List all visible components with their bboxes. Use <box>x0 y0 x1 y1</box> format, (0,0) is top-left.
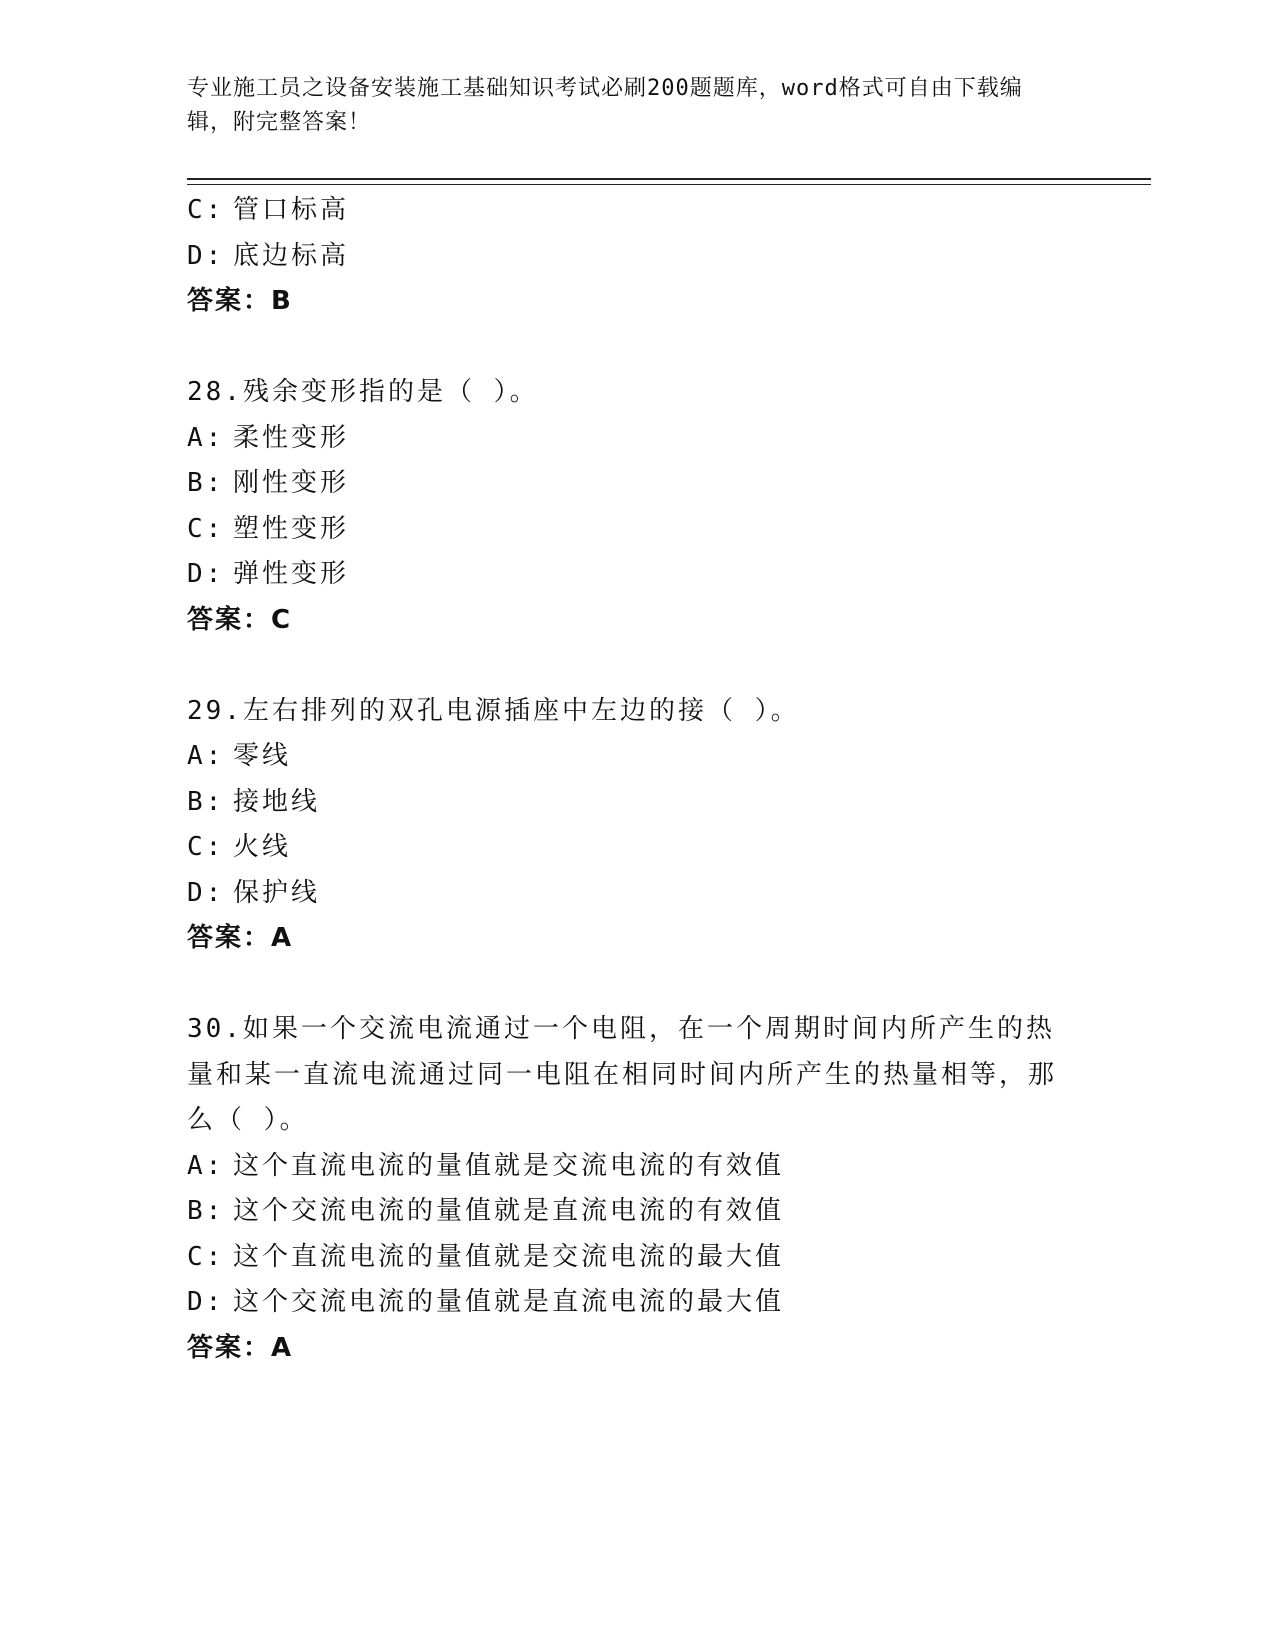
question-stem: 30.如果一个交流电流通过一个电阻，在一个周期时间内所产生的热量和某一直流电流通过同一电阻在相同时间内所产生的热量相等，那么（ ）。 <box>187 1014 1058 1135</box>
answer: 答案：C <box>187 604 293 635</box>
question-stem: 28.残余变形指的是（ ）。 <box>187 377 539 407</box>
question-28 <box>187 370 1087 643</box>
header-divider <box>187 178 1151 185</box>
option-d: D: 弹性变形 <box>187 559 350 589</box>
option-b: B: 接地线 <box>187 786 321 817</box>
option-d: D: 这个交流电流的量值就是直流电流的最大值 <box>187 1287 785 1317</box>
question-30 <box>187 1007 1087 1371</box>
answer: 答案：A <box>187 1332 294 1363</box>
option-c: C: 塑性变形 <box>187 513 350 544</box>
option-c: C: 管口标高 <box>187 195 350 225</box>
option-a: A: 这个直流电流的量值就是交流电流的有效值 <box>187 1150 785 1181</box>
option-c: C: 这个直流电流的量值就是交流电流的最大值 <box>187 1241 785 1272</box>
option-a: A: 零线 <box>187 741 292 771</box>
question-fragment <box>187 188 1087 325</box>
option-c: C: 火线 <box>187 832 292 862</box>
option-d: D: 保护线 <box>187 877 321 908</box>
option-a: A: 柔性变形 <box>187 422 350 453</box>
option-b: B: 刚性变形 <box>187 468 350 498</box>
answer: 答案：A <box>187 923 294 953</box>
question-29 <box>187 689 1087 962</box>
question-stem: 29.左右排列的双孔电源插座中左边的接（ ）。 <box>187 695 800 726</box>
option-b: B: 这个交流电流的量值就是直流电流的有效值 <box>187 1196 785 1226</box>
question-list <box>187 188 1087 1371</box>
document-header: 专业施工员之设备安装施工基础知识考试必刷200题题库，word格式可自由下载编辑，附完整答案！ <box>187 76 1023 135</box>
answer: 答案：B <box>187 286 293 316</box>
option-d: D: 底边标高 <box>187 240 350 271</box>
